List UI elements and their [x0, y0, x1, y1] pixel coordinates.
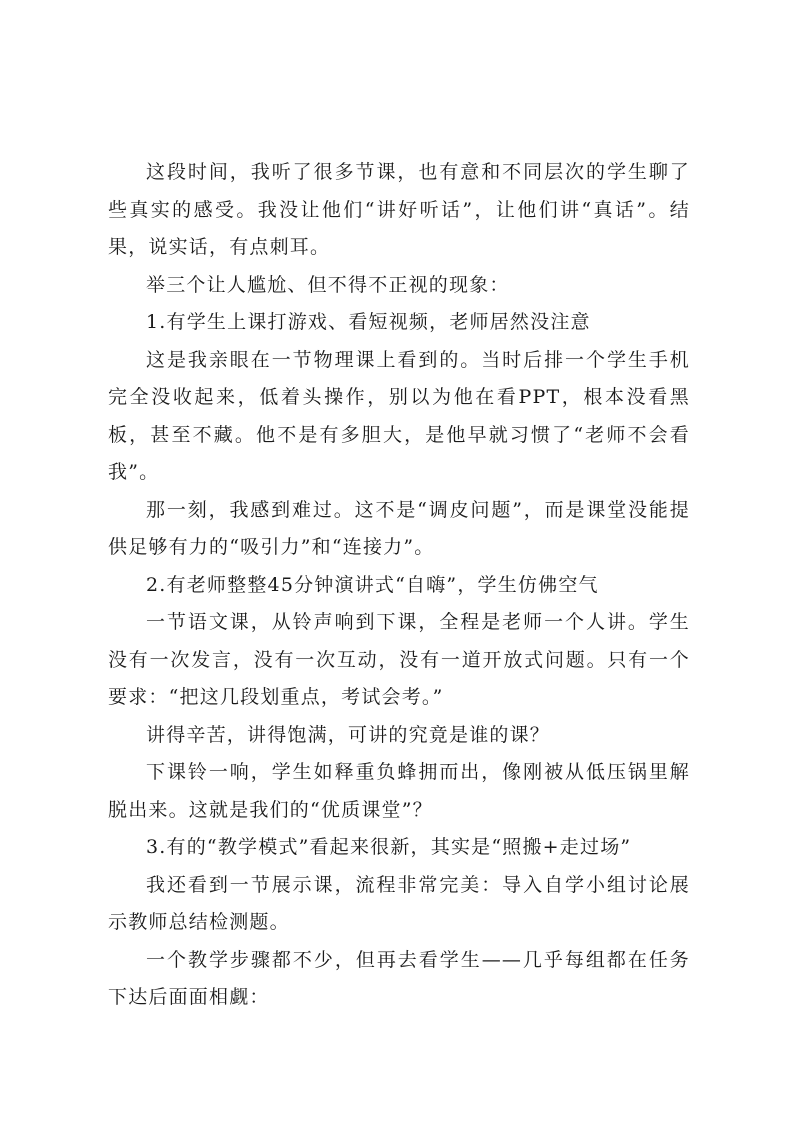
heading-point-2: 2.有老师整整45分钟演讲式“自嗨”，学生仿佛空气: [146, 573, 599, 596]
paragraph-bell-rings: 下课铃一响，学生如释重负蜂拥而出，像刚被从低压锅里解脱出来。这就是我们的“优质课堂”？: [108, 761, 690, 821]
paragraph-intro: 这段时间，我听了很多节课，也有意和不同层次的学生聊了些真实的感受。我没让他们“讲好听话”，让他们讲“真话”。结果，说实话，有点刺耳。: [108, 161, 690, 258]
heading-point-3: 3.有的“教学模式”看起来很新，其实是“照搬+走过场”: [146, 836, 632, 858]
paragraph-physics-class: 这是我亲眼在一节物理课上看到的。当时后排一个学生手机完全没收起来，低着头操作，别以为他在看PPT，根本没看黑板，甚至不藏。他不是有多胆大，是他早就习惯了“老师不会看我”。: [108, 348, 690, 483]
paragraph-three-phenomena: 举三个让人尴尬、但不得不正视的现象：: [146, 273, 510, 296]
paragraph-whose-class: 讲得辛苦，讲得饱满，可讲的究竟是谁的课？: [146, 723, 551, 746]
paragraph-demo-class: 我还看到一节展示课，流程非常完美：导入自学小组讨论展示教师总结检测题。: [108, 873, 690, 933]
paragraph-students-stare: 一个教学步骤都不少，但再去看学生——几乎每组都在任务下达后面面相觑：: [108, 948, 690, 1008]
document-body: [108, 154, 690, 1017]
heading-point-1: 1.有学生上课打游戏、看短视频，老师居然没注意: [146, 311, 591, 333]
paragraph-sad-moment: 那一刻，我感到难过。这不是“调皮问题”，而是课堂没能提供足够有力的“吸引力”和“连接力”。: [108, 498, 690, 558]
paragraph-chinese-class: 一节语文课，从铃声响到下课，全程是老师一个人讲。学生没有一次发言，没有一次互动，没有一道开放式问题。只有一个要求：“把这几段划重点，考试会考。”: [108, 611, 690, 708]
